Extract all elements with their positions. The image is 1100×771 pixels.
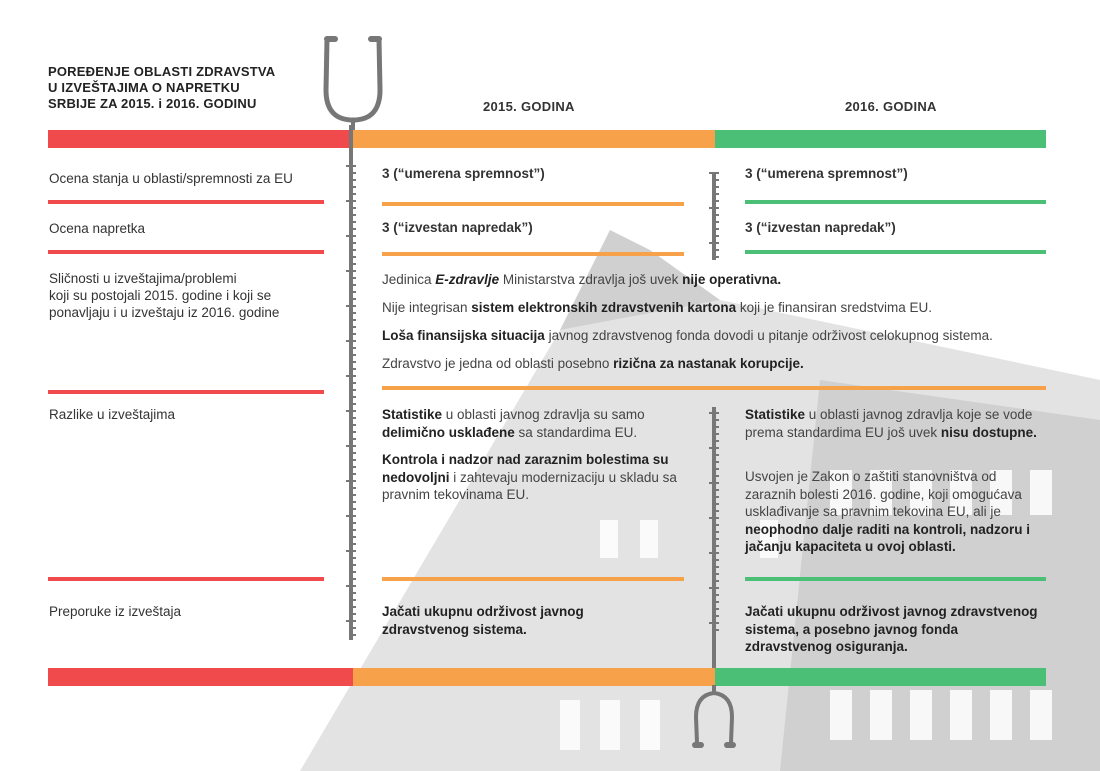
row-label-ocena-napretka: Ocena napretka xyxy=(49,221,146,236)
row-label-slicnosti xyxy=(49,270,279,321)
ruler-tick xyxy=(709,622,719,624)
ruler-tick xyxy=(713,566,719,568)
ruler-tick xyxy=(713,200,719,202)
difference-2016-item-1 xyxy=(745,406,1045,441)
bottom-bar-green xyxy=(715,668,1046,686)
divider-orange xyxy=(382,202,684,206)
ruler-tick xyxy=(350,592,356,594)
ruler-tick xyxy=(713,601,719,603)
ruler-tick xyxy=(713,629,719,631)
divider-red xyxy=(48,577,324,581)
ruler-tick xyxy=(709,412,719,414)
ruler-tick xyxy=(350,452,356,454)
ruler-tick xyxy=(709,552,719,554)
ruler-tick xyxy=(713,419,719,421)
text-bold-italic: E-zdravlje xyxy=(435,272,500,287)
ruler-tick xyxy=(350,466,356,468)
ruler-tick xyxy=(350,487,356,489)
ruler-tick xyxy=(350,256,356,258)
text-bold: Kontrola i nadzor nad zaraznim bolestima su nedovoljni xyxy=(382,452,669,485)
ruler-tick xyxy=(709,172,719,174)
ruler-tick xyxy=(350,473,356,475)
row-label-razlike: Razlike u izveštajima xyxy=(49,407,176,422)
text-bold: Statistike xyxy=(382,407,443,422)
ruler-tick xyxy=(713,573,719,575)
ruler-tick xyxy=(709,242,719,244)
ruler-tick xyxy=(346,445,356,447)
ruler-tick xyxy=(713,461,719,463)
ruler-tick xyxy=(350,613,356,615)
ruler-tick xyxy=(709,517,719,519)
divider-orange-wide xyxy=(382,386,1046,390)
text: i zahtevaju modernizaciju u skladu sa pravnim tekovinama EU. xyxy=(382,469,677,502)
divider-red xyxy=(48,390,324,394)
ruler-tick xyxy=(713,235,719,237)
ruler-tick xyxy=(713,186,719,188)
ruler-tick xyxy=(350,263,356,265)
text-bold: sistem elektronskih zdravstvenih kartona xyxy=(471,300,737,315)
text: u oblasti javnog zdravlja su samo xyxy=(442,407,645,422)
value-2016-ocena-napretka: 3 (“izvestan napredak”) xyxy=(745,220,896,235)
ruler-tick xyxy=(346,235,356,237)
text-bold: delimično usklađene xyxy=(382,424,515,440)
ruler-tick xyxy=(350,501,356,503)
label-line: koji su postojali 2015. godine i koji se xyxy=(49,288,272,303)
similarity-item-3 xyxy=(382,327,1072,345)
ruler-tick xyxy=(713,228,719,230)
text: u oblasti javnog zdravlja koje se vode prema standardima EU još uvek xyxy=(745,407,1033,440)
ruler-tick xyxy=(350,424,356,426)
similarity-item-1 xyxy=(382,271,1062,289)
ruler-tick xyxy=(350,347,356,349)
ruler-tick xyxy=(713,503,719,505)
ruler-tick xyxy=(350,529,356,531)
ruler-tick xyxy=(346,585,356,587)
ruler-tick xyxy=(346,410,356,412)
ruler-tick xyxy=(713,214,719,216)
text: Usvojen je Zakon o zaštiti stanovništva od zaraznih bolesti 2016. godine, koji omogućava usklađivanje sa pravnim tekovina EU, ali je xyxy=(745,469,1022,519)
ruler-tick xyxy=(350,228,356,230)
value-2015-ocena-stanja: 3 (“umerena spremnost”) xyxy=(382,166,545,181)
ruler-tick xyxy=(713,440,719,442)
ruler-tick xyxy=(713,545,719,547)
label-line: Sličnosti u izveštajima/problemi xyxy=(49,271,237,286)
divider-green xyxy=(745,200,1046,204)
ruler-tick xyxy=(713,538,719,540)
ruler-tick xyxy=(350,354,356,356)
text: sa standardima EU. xyxy=(514,424,638,440)
ruler-tick xyxy=(350,564,356,566)
difference-2015-item-1 xyxy=(382,406,682,441)
ruler-tick xyxy=(350,634,356,636)
ruler-tick xyxy=(350,438,356,440)
ruler-tick xyxy=(350,606,356,608)
divider-red xyxy=(48,200,324,204)
ruler-tick xyxy=(713,594,719,596)
title-line: U IZVEŠTAJIMA O NAPRETKU xyxy=(48,80,240,95)
divider-orange xyxy=(382,577,684,581)
recommendation-2015: Jačati ukupnu održivost javnog zdravstvenog sistema. xyxy=(382,604,584,637)
text-bold: neophodno dalje raditi na kontroli, nadzoru i jačanju kapaciteta u ovoj oblasti. xyxy=(745,521,1031,554)
ruler-tick xyxy=(713,193,719,195)
column-header-2016: 2016. GODINA xyxy=(845,99,937,114)
text-bold: Loša finansijska situacija xyxy=(382,328,545,343)
text: Nije integrisan xyxy=(382,300,472,315)
bottom-bar-red xyxy=(48,668,353,686)
text: koji je finansiran sredstvima EU. xyxy=(736,300,932,315)
ruler-tick xyxy=(346,620,356,622)
top-bar-green xyxy=(715,130,1046,148)
text: Jedinica xyxy=(382,272,436,287)
row-label-preporuke: Preporuke iz izveštaja xyxy=(49,604,182,619)
ruler-tick xyxy=(350,207,356,209)
ruler-tick xyxy=(350,543,356,545)
ruler-tick xyxy=(350,403,356,405)
ruler-tick xyxy=(350,242,356,244)
title-line: SRBIJE ZA 2015. i 2016. GODINU xyxy=(48,96,257,111)
difference-2015-item-2 xyxy=(382,451,682,504)
text: Ministarstva zdravlja još uvek xyxy=(499,272,683,287)
value-2016-ocena-stanja: 3 (“umerena spremnost”) xyxy=(745,166,908,181)
recommendation-2016: Jačati ukupnu održivost javnog zdravstvenog sistema, a posebno javnog fonda zdravstvenog osiguranja. xyxy=(745,604,1038,654)
ruler-tick xyxy=(350,249,356,251)
divider-orange xyxy=(382,252,684,256)
value-2015-ocena-napretka: 3 (“izvestan napredak”) xyxy=(382,220,533,235)
ruler-tick xyxy=(709,587,719,589)
text: javnog zdravstvenog fonda dovodi u pitanje održivost celokupnog sistema. xyxy=(544,328,993,343)
ruler-tick xyxy=(713,524,719,526)
ruler-tick xyxy=(350,494,356,496)
ruler-tick xyxy=(346,515,356,517)
ruler-tick xyxy=(350,536,356,538)
ruler-tick xyxy=(713,615,719,617)
ruler-tick xyxy=(350,389,356,391)
ruler-tick xyxy=(713,221,719,223)
ruler-tick xyxy=(713,454,719,456)
stethoscope-bottom-icon xyxy=(690,685,740,755)
ruler-tick xyxy=(713,249,719,251)
divider-green xyxy=(745,250,1046,254)
top-bar-red xyxy=(48,130,353,148)
ruler-tick xyxy=(350,298,356,300)
text-bold: rizična za nastanak korupcije. xyxy=(613,356,804,371)
scale-ticks-middle xyxy=(705,412,715,634)
ruler-tick xyxy=(346,270,356,272)
divider-green xyxy=(745,577,1046,581)
text-bold: Statistike xyxy=(745,407,806,422)
ruler-tick xyxy=(350,179,356,181)
ruler-tick xyxy=(713,531,719,533)
text-bold: nisu dostupne. xyxy=(940,424,1037,440)
ruler-tick xyxy=(350,599,356,601)
page-title xyxy=(48,64,275,112)
ruler-tick xyxy=(713,468,719,470)
ruler-tick xyxy=(713,580,719,582)
ruler-tick xyxy=(350,186,356,188)
similarity-item-2 xyxy=(382,299,1062,317)
scale-ticks-left xyxy=(342,165,352,635)
ruler-tick xyxy=(350,557,356,559)
text: Zdravstvo je jedna od oblasti posebno xyxy=(382,356,614,371)
ruler-tick xyxy=(346,305,356,307)
label-line: ponavljaju i u izveštaju iz 2016. godine xyxy=(49,305,280,320)
ruler-tick xyxy=(713,426,719,428)
ruler-tick xyxy=(350,214,356,216)
ruler-tick xyxy=(713,510,719,512)
divider-red xyxy=(48,250,324,254)
ruler-tick xyxy=(713,608,719,610)
ruler-tick xyxy=(713,256,719,258)
similarity-item-4 xyxy=(382,355,1062,373)
ruler-tick xyxy=(350,396,356,398)
ruler-tick xyxy=(350,522,356,524)
ruler-tick xyxy=(346,480,356,482)
difference-2016-item-2 xyxy=(745,468,1050,556)
ruler-tick xyxy=(350,459,356,461)
ruler-tick xyxy=(350,578,356,580)
row-label-ocena-stanja: Ocena stanja u oblasti/spremnosti za EU xyxy=(49,171,293,186)
ruler-tick xyxy=(350,319,356,321)
ruler-tick xyxy=(350,221,356,223)
ruler-tick xyxy=(350,417,356,419)
ruler-tick xyxy=(350,333,356,335)
ruler-tick xyxy=(350,172,356,174)
ruler-tick xyxy=(713,496,719,498)
column-header-2015: 2015. GODINA xyxy=(483,99,575,114)
ruler-tick xyxy=(350,193,356,195)
ruler-tick xyxy=(346,375,356,377)
ruler-tick xyxy=(346,550,356,552)
ruler-tick xyxy=(350,431,356,433)
ruler-tick xyxy=(350,291,356,293)
ruler-tick xyxy=(350,326,356,328)
ruler-tick xyxy=(350,627,356,629)
ruler-tick xyxy=(350,508,356,510)
ruler-tick xyxy=(350,277,356,279)
ruler-tick xyxy=(709,482,719,484)
top-bar-orange xyxy=(353,130,715,148)
ruler-tick xyxy=(346,340,356,342)
scale-ticks-middle-top xyxy=(705,172,715,260)
ruler-tick xyxy=(713,475,719,477)
ruler-tick xyxy=(350,312,356,314)
ruler-tick xyxy=(350,382,356,384)
ruler-tick xyxy=(350,571,356,573)
ruler-tick xyxy=(713,489,719,491)
ruler-tick xyxy=(350,361,356,363)
ruler-tick xyxy=(346,200,356,202)
ruler-tick xyxy=(709,207,719,209)
stethoscope-icon xyxy=(318,30,388,130)
ruler-tick xyxy=(346,165,356,167)
ruler-tick xyxy=(709,447,719,449)
bottom-bar-orange xyxy=(353,668,715,686)
ruler-tick xyxy=(350,284,356,286)
ruler-tick xyxy=(713,559,719,561)
title-line: POREĐENJE OBLASTI ZDRAVSTVA xyxy=(48,64,276,79)
ruler-tick xyxy=(713,433,719,435)
text-bold: nije operativna. xyxy=(682,272,782,287)
ruler-tick xyxy=(350,368,356,370)
ruler-tick xyxy=(713,179,719,181)
